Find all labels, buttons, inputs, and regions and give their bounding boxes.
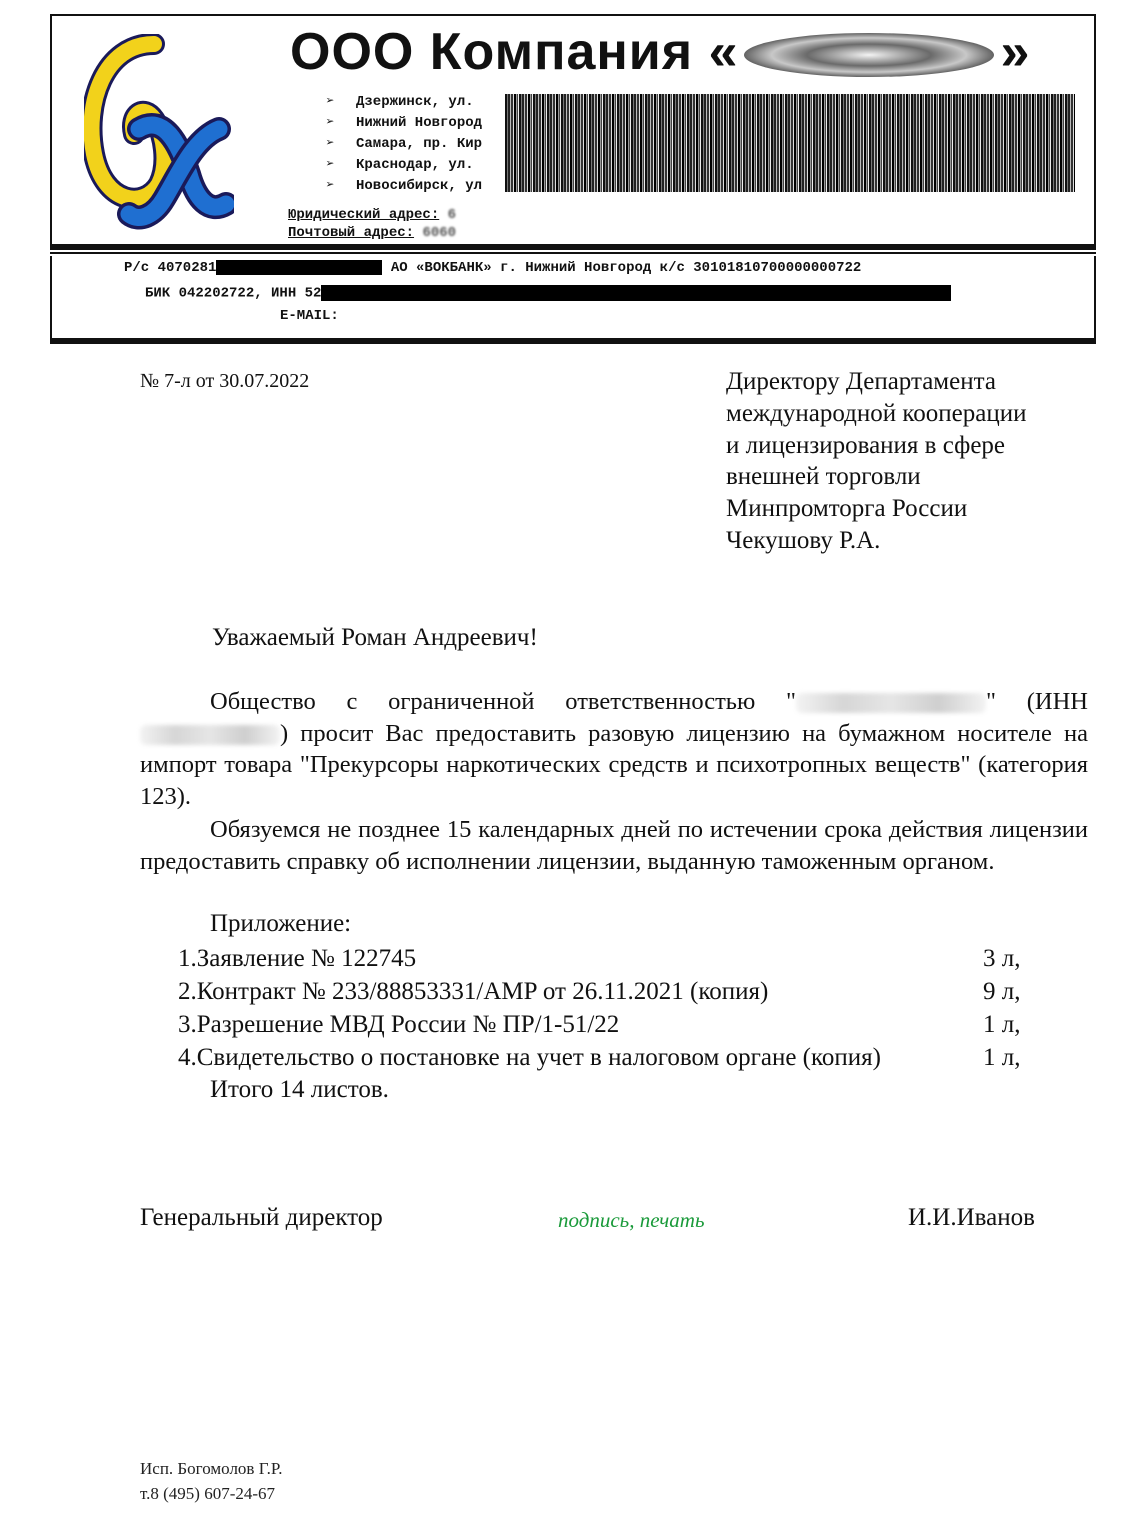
paragraph-text: ) просит Вас предоставить разовую лицензию на бумажном носителе на импорт товара "Прекурсоры наркотических средств и психотропных веществ" (категория 123).: [140, 719, 1088, 810]
paragraph-obligation: [140, 814, 1088, 877]
branch-item: [326, 176, 482, 197]
executor-block: [140, 1456, 282, 1506]
legal-address-label: Юридический адрес:: [288, 207, 440, 223]
list-item: [178, 975, 1028, 1008]
signer-position: Генеральный директор: [140, 1204, 383, 1231]
account-number: Р/с 4070281: [124, 260, 217, 277]
branch-item: [326, 113, 482, 134]
paragraph-text: " (ИНН: [986, 688, 1088, 715]
attachments-title: Приложение:: [210, 910, 352, 937]
branch-list: [326, 92, 482, 197]
email-label: E-MAIL:: [280, 308, 339, 324]
arrow-icon: ➢: [326, 178, 335, 194]
attachments-list: [178, 942, 1028, 1074]
executor-phone: т.8 (495) 607-24-67: [140, 1484, 276, 1503]
postal-address-label: Почтовый адрес:: [288, 225, 415, 241]
addressee-line: и лицензирования в сфере: [726, 431, 1006, 459]
addressee-line: международной кооперации: [726, 399, 1027, 427]
redacted-inn: [321, 285, 951, 301]
email-line: [280, 308, 339, 324]
divider: [50, 252, 1096, 254]
arrow-icon: ➢: [326, 94, 335, 110]
addressee-line: внешней торговли: [726, 463, 921, 491]
arrow-icon: ➢: [326, 157, 335, 173]
branch-label: Краснодар, ул.: [356, 157, 474, 173]
company-addresses: [288, 206, 456, 242]
divider: [50, 244, 1096, 250]
addressee-line: Минпромторга России: [726, 495, 968, 523]
greeting: Уважаемый Роман Андреевич!: [212, 624, 538, 651]
branch-item: [326, 92, 482, 113]
attachment-name: 1.Заявление № 122745: [178, 945, 417, 972]
attachment-name: 3.Разрешение МВД России № ПР/1-51/22: [178, 1011, 620, 1038]
redacted-account: [216, 260, 382, 275]
attachment-pages: 1 л,: [983, 1011, 1021, 1038]
list-item: [178, 1041, 1028, 1074]
divider: [50, 338, 1096, 344]
arrow-icon: ➢: [326, 115, 335, 131]
branch-label: Новосибирск, ул: [356, 178, 483, 194]
attachment-name: 4.Свидетельство о постановке на учет в налоговом органе (копия): [178, 1044, 881, 1071]
company-name: [290, 22, 1030, 82]
bank-info: АО «ВОКБАНК» г. Нижний Новгород к/с 30101810700000000722: [390, 260, 862, 277]
postal-address-value: 6060: [422, 225, 457, 241]
branch-label: Самара, пр. Кир: [356, 136, 483, 152]
addressee-line: Директору Департамента: [726, 368, 996, 395]
arrow-icon: ➢: [326, 136, 335, 152]
list-item: [178, 1008, 1028, 1041]
branch-label: Дзержинск, ул.: [356, 94, 474, 110]
signature-stamp-placeholder: подпись, печать: [558, 1208, 705, 1232]
redacted-company-name: [744, 33, 994, 77]
redacted-inn: [140, 725, 280, 745]
redacted-company: [796, 693, 986, 713]
company-logo: [84, 34, 234, 234]
paragraph-text: Общество с ограниченной ответственностью ": [210, 688, 796, 715]
company-name-prefix: ООО Компания «: [290, 23, 739, 81]
branch-item: [326, 155, 482, 176]
attachment-pages: 3 л,: [983, 945, 1021, 972]
registration-number: № 7-л от 30.07.2022: [140, 370, 310, 392]
branch-label: Нижний Новгород: [356, 115, 483, 131]
attachments-total: Итого 14 листов.: [210, 1076, 389, 1103]
list-item: [178, 942, 1028, 975]
addressee-line: Чекушову Р.А.: [726, 526, 881, 554]
bank-account-line: [124, 260, 861, 276]
branch-item: [326, 134, 482, 155]
paragraph-request: [140, 686, 1088, 812]
bik-inn-line: [145, 285, 951, 302]
redacted-branch-addresses: [505, 94, 1075, 192]
company-name-suffix: »: [1000, 23, 1031, 81]
executor-name: Исп. Богомолов Г.Р.: [140, 1459, 283, 1478]
attachment-name: 2.Контракт № 233/88853331/AMP от 26.11.2021 (копия): [178, 978, 769, 1005]
attachment-pages: 9 л,: [983, 978, 1021, 1005]
signer-name: И.И.Иванов: [908, 1204, 1035, 1231]
attachment-pages: 1 л,: [983, 1044, 1021, 1071]
paragraph-text: Обязуемся не позднее 15 календарных дней по истечении срока действия лицензии предоставить справку об исполнении лицензии, выданную таможенным органом.: [140, 816, 1088, 875]
legal-address-value: 6: [447, 207, 457, 223]
addressee-block: [726, 366, 1026, 557]
bik-inn: БИК 042202722, ИНН 52: [145, 285, 322, 302]
